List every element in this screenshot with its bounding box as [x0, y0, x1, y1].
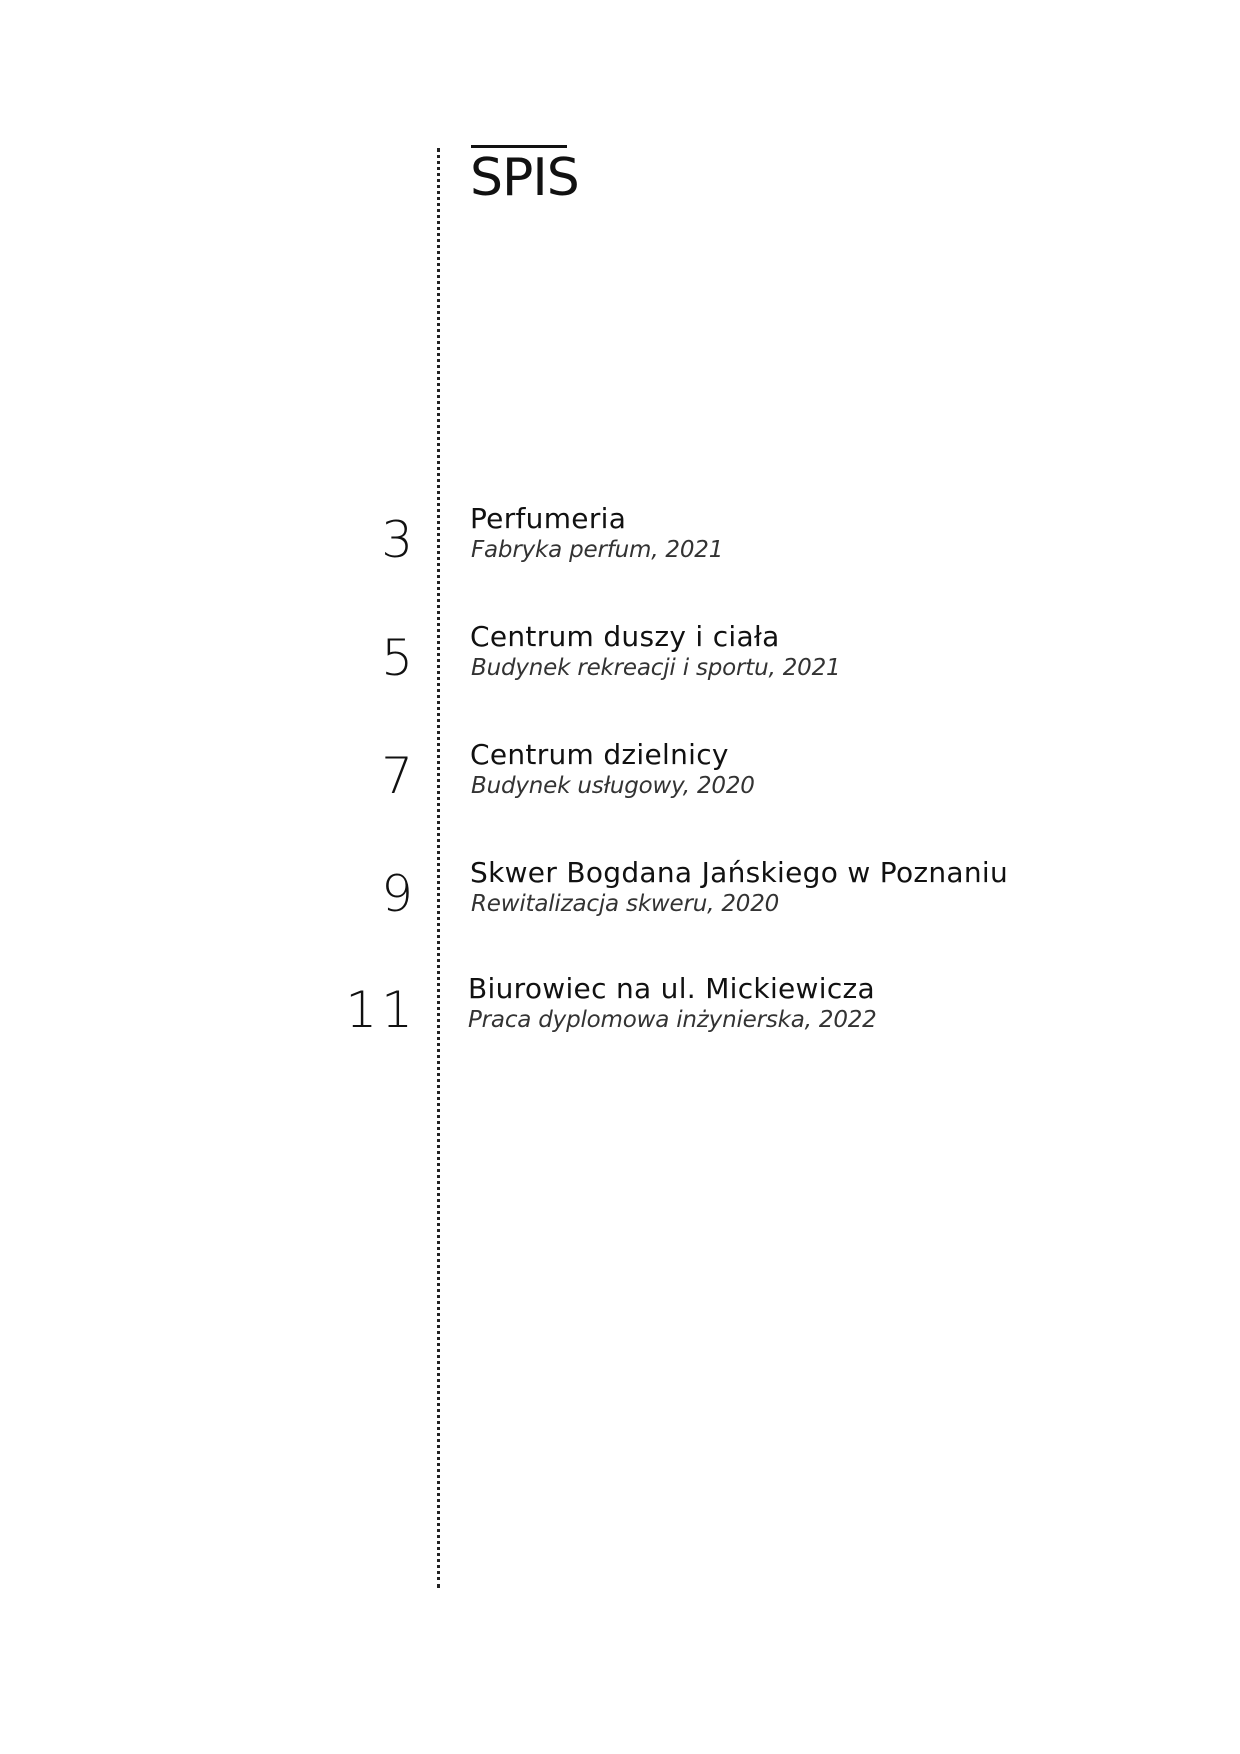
toc-page-number: 11 [345, 981, 417, 1039]
toc-entry-title: Centrum duszy i ciała [470, 620, 780, 653]
toc-entry[interactable] [0, 856, 1240, 974]
toc-page-number: 3 [381, 511, 417, 569]
toc-page-number: 5 [381, 629, 417, 687]
toc-entry-title: Perfumeria [470, 502, 627, 535]
toc-entry-subtitle: Budynek rekreacji i sportu, 2021 [471, 655, 841, 681]
toc-entry[interactable] [0, 972, 1240, 1090]
toc-entry-title: Centrum dzielnicy [470, 738, 729, 771]
toc-entry[interactable] [0, 738, 1240, 856]
toc-entry-subtitle: Budynek usługowy, 2020 [471, 773, 755, 799]
toc-entry[interactable] [0, 502, 1240, 620]
page-title: SPIS [470, 148, 579, 208]
toc-entry-title: Biurowiec na ul. Mickiewicza [468, 972, 875, 1005]
toc-entry-subtitle: Praca dyplomowa inżynierska, 2022 [468, 1007, 877, 1033]
toc-entry-title: Skwer Bogdana Jańskiego w Poznaniu [470, 856, 1009, 889]
toc-page-number: 9 [381, 865, 417, 923]
toc-page-number: 7 [381, 747, 417, 805]
toc-entry[interactable] [0, 620, 1240, 738]
toc-entry-subtitle: Fabryka perfum, 2021 [471, 537, 724, 563]
toc-entry-subtitle: Rewitalizacja skweru, 2020 [471, 891, 780, 917]
